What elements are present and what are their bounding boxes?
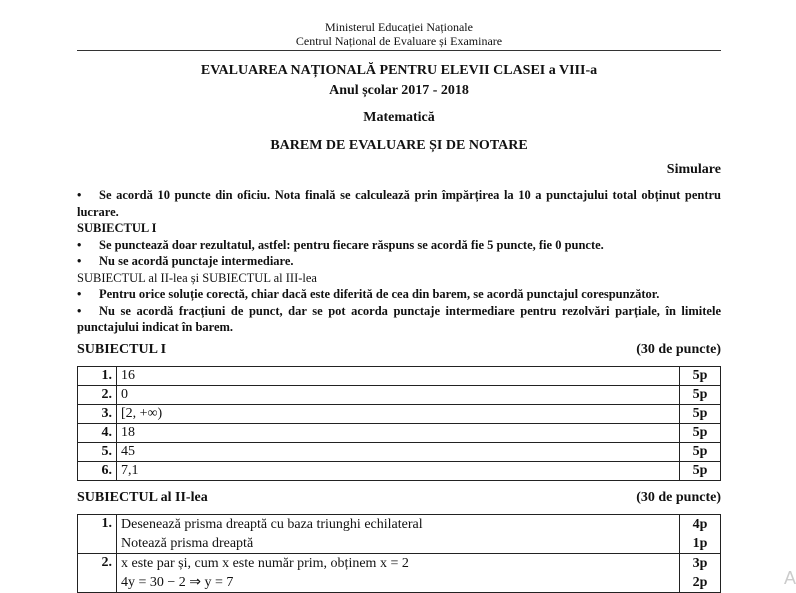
item-points: 5p (680, 443, 721, 462)
table-row (78, 554, 721, 593)
step-points: 1p (692, 536, 708, 551)
item-number: 4. (78, 424, 117, 443)
s23-heading: SUBIECTUL al II-lea și SUBIECTUL al III-lea (77, 270, 317, 285)
instructions (77, 187, 721, 336)
solution-step: 4y = 30 − 2 ⇒ y = 7 (121, 575, 234, 590)
answer: 7,1 (117, 462, 680, 481)
table-row (78, 515, 721, 554)
answer: 16 (117, 367, 680, 386)
center-name: Centrul Național de Evaluare și Examinare (295, 34, 503, 48)
s23-rule-1: • Pentru orice soluție corectă, chiar dacă este diferită de cea din barem, se acordă punctajul corespunzător. (77, 286, 721, 303)
item-number: 1. (78, 515, 117, 554)
ministry-name: Ministerul Educației Naționale (325, 20, 473, 34)
item-points: 5p (680, 462, 721, 481)
s1-rule-1: • Se punctează doar rezultatul, astfel: pentru fiecare răspuns se acordă fie 5 puncte, fie 0 puncte. (77, 237, 721, 254)
s23-rule-2: • Nu se acordă fracțiuni de punct, dar se pot acorda punctaje intermediare pentru rezolvări parțiale, în limitele punctajului indicat în barem. (77, 303, 721, 336)
subiect1-header (77, 342, 721, 358)
subiect2-table (77, 514, 721, 593)
watermark-letter: A (784, 568, 796, 588)
item-number: 2. (78, 554, 117, 593)
header-divider (77, 50, 721, 51)
school-year: Anul școlar 2017 - 2018 (329, 83, 469, 98)
table-row (78, 424, 721, 443)
subiect1-table (77, 366, 721, 481)
item-number: 5. (78, 443, 117, 462)
barem-title: BAREM DE EVALUARE ȘI DE NOTARE (270, 138, 528, 153)
item-number: 3. (78, 405, 117, 424)
subiect1-points: (30 de puncte) (636, 342, 721, 357)
table-row (78, 367, 721, 386)
solution-step: x este par și, cum x este număr prim, obținem x = 2 (121, 556, 409, 571)
subiect2-points: (30 de puncte) (636, 490, 721, 505)
exam-type: Simulare (666, 162, 721, 177)
subiect1-title: SUBIECTUL I (77, 342, 167, 357)
instruction-general: • Se acordă 10 puncte din oficiu. Nota finală se calculează prin împărțirea la 10 a punctajului total obținut pentru lucrare. (77, 187, 721, 220)
solution-step: Desenează prisma dreaptă cu baza triunghi echilateral (121, 517, 423, 532)
answer: [2, +∞) (117, 405, 680, 424)
table-row (78, 405, 721, 424)
step-points: 4p (692, 517, 708, 532)
item-points: 5p (680, 386, 721, 405)
step-points: 2p (692, 575, 708, 590)
item-number: 6. (78, 462, 117, 481)
table-row (78, 462, 721, 481)
s1-heading: SUBIECTUL I (77, 221, 157, 235)
item-number: 1. (78, 367, 117, 386)
item-number: 2. (78, 386, 117, 405)
table-row (78, 443, 721, 462)
answer: 0 (117, 386, 680, 405)
exam-title: EVALUAREA NAȚIONALĂ PENTRU ELEVII CLASEI a VIII-a (200, 63, 598, 78)
subiect2-header (77, 490, 721, 506)
subiect2-title: SUBIECTUL al II-lea (77, 490, 208, 505)
item-points: 5p (680, 424, 721, 443)
step-points: 3p (692, 556, 708, 571)
solution-step: Notează prisma dreaptă (121, 536, 254, 551)
item-points: 5p (680, 405, 721, 424)
s1-rule-2: • Nu se acordă punctaje intermediare. (77, 253, 721, 270)
subject-name: Matematică (363, 110, 435, 125)
table-row (78, 386, 721, 405)
answer: 18 (117, 424, 680, 443)
answer: 45 (117, 443, 680, 462)
item-points: 5p (680, 367, 721, 386)
